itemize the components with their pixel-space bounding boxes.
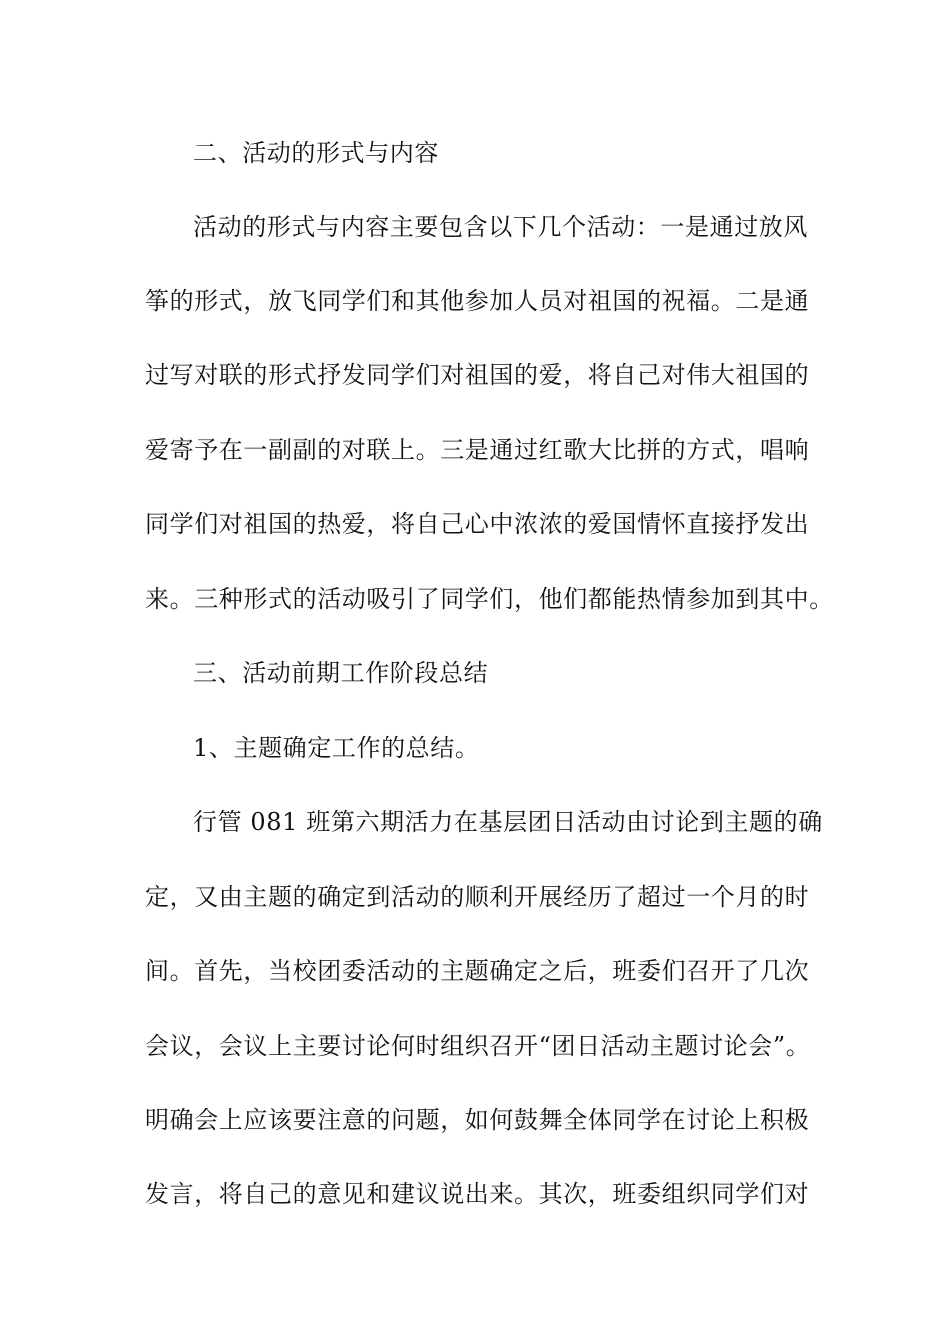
paragraph-line: 来。三种形式的活动吸引了同学们，他们都能热情参加到其中。 <box>145 585 834 613</box>
paragraph-line: 会议，会议上主要讨论何时组织召开“团日活动主题讨论会”。 <box>145 1032 811 1060</box>
paragraph-line: 筝的形式，放飞同学们和其他参加人员对祖国的祝福。二是通 <box>145 287 810 315</box>
paragraph-line: 活动的形式与内容主要包含以下几个活动：一是通过放风 <box>193 213 808 241</box>
paragraph-line: 明确会上应该要注意的问题，如何鼓舞全体同学在讨论上积极 <box>145 1106 810 1134</box>
paragraph-line: 行管 081 班第六期活力在基层团日活动由讨论到主题的确 <box>193 808 823 836</box>
paragraph-line: 同学们对祖国的热爱，将自己心中浓浓的爱国情怀直接抒发出 <box>145 510 810 538</box>
paragraph-line: 定，又由主题的确定到活动的顺利开展经历了超过一个月的时 <box>145 883 810 911</box>
paragraph-line: 爱寄予在一副副的对联上。三是通过红歌大比拼的方式，唱响 <box>145 436 810 464</box>
section-heading-summary: 三、活动前期工作阶段总结 <box>193 659 489 687</box>
subsection-heading-theme: 1、主题确定工作的总结。 <box>193 734 480 762</box>
paragraph-line: 发言，将自己的意见和建议说出来。其次，班委组织同学们对 <box>145 1180 810 1208</box>
section-heading-activity-forms: 二、活动的形式与内容 <box>193 139 439 167</box>
paragraph-line: 间。首先，当校团委活动的主题确定之后，班委们召开了几次 <box>145 957 810 985</box>
paragraph-line: 过写对联的形式抒发同学们对祖国的爱，将自己对伟大祖国的 <box>145 361 810 389</box>
